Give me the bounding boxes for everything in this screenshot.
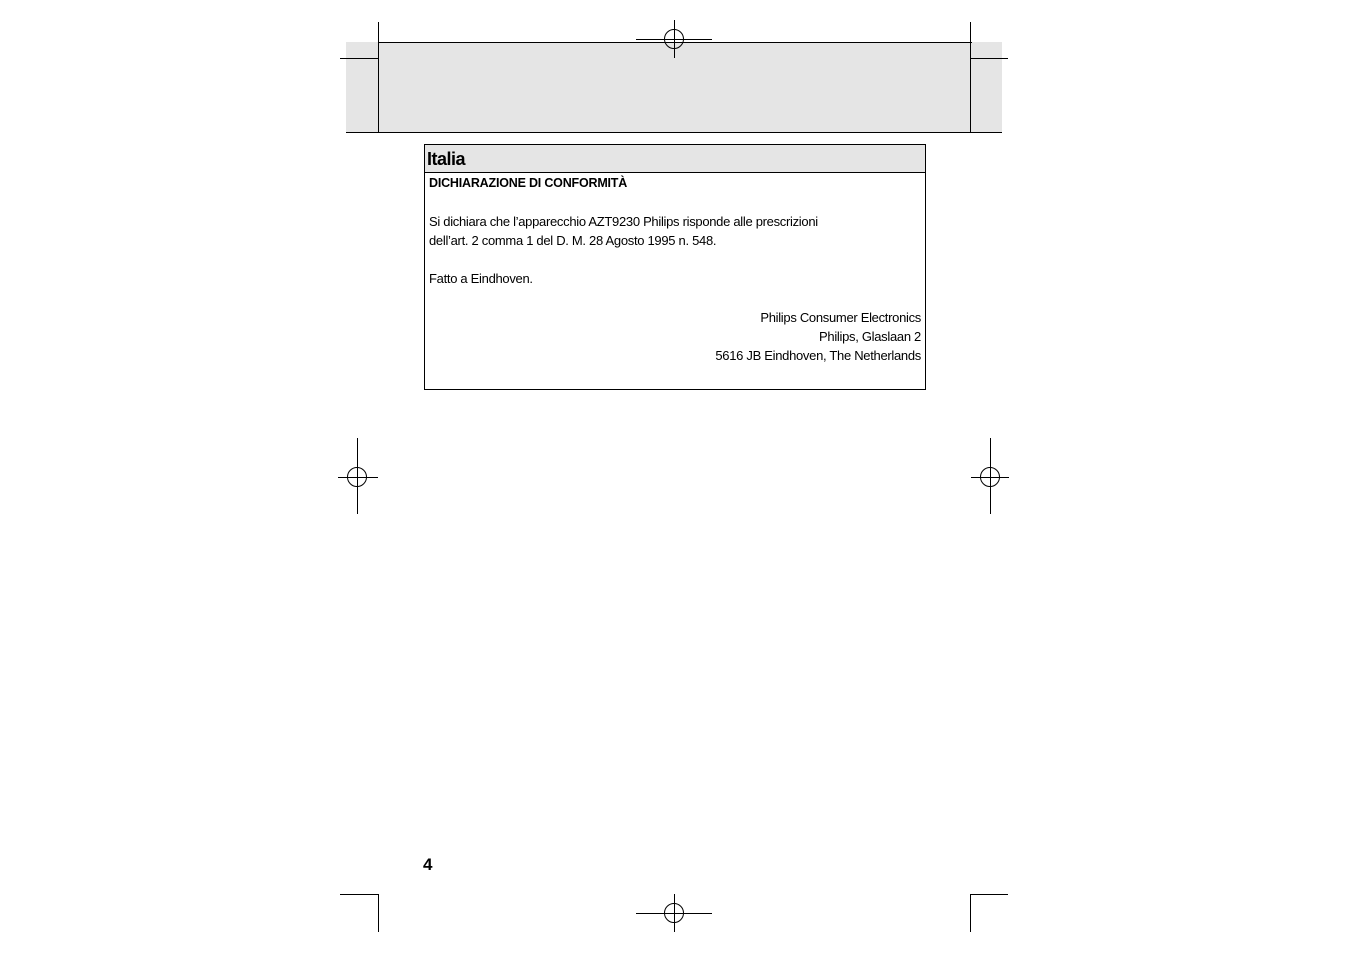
registration-mark-icon xyxy=(664,903,684,923)
crop-mark xyxy=(340,894,379,895)
crop-mark xyxy=(378,894,379,932)
address-company: Philips Consumer Electronics xyxy=(760,310,921,325)
address-block xyxy=(715,308,921,365)
section-heading: DICHIARAZIONE DI CONFORMITÀ xyxy=(429,176,628,190)
declaration-line: dell’art. 2 comma 1 del D. M. 28 Agosto 1995 n. 548. xyxy=(429,233,717,248)
crop-mark xyxy=(340,58,379,59)
address-city: 5616 JB Eindhoven, The Netherlands xyxy=(715,348,921,363)
place-statement: Fatto a Eindhoven. xyxy=(429,271,533,286)
declaration-line: Si dichiara che l’apparecchio AZT9230 Philips risponde alle prescrizioni xyxy=(429,214,818,229)
section-title: Italia xyxy=(427,149,466,169)
crop-mark xyxy=(970,894,1008,895)
crop-mark xyxy=(970,894,971,932)
crop-mark xyxy=(970,58,1008,59)
header-rule xyxy=(346,132,1002,133)
registration-mark-icon xyxy=(347,467,367,487)
page-number: 4 xyxy=(423,855,433,874)
declaration-box xyxy=(424,144,926,390)
section-title-bar xyxy=(425,145,925,173)
address-street: Philips, Glaslaan 2 xyxy=(819,329,921,344)
crop-mark xyxy=(378,22,379,132)
registration-mark-icon xyxy=(980,467,1000,487)
crop-mark xyxy=(970,22,971,132)
registration-mark-icon xyxy=(664,29,684,49)
